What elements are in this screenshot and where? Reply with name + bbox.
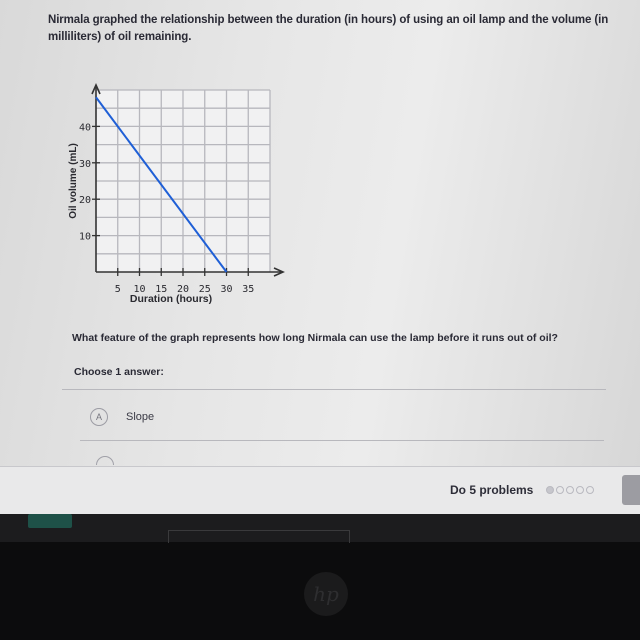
x-tick-label: 30 (220, 284, 233, 295)
option-label-a: Slope (126, 411, 155, 423)
divider (62, 389, 606, 390)
x-tick-label: 15 (155, 284, 168, 295)
y-tick-label: 10 (78, 231, 91, 243)
hp-logo-icon: hp (304, 572, 348, 616)
y-tick-label: 20 (78, 195, 91, 207)
x-tick-label: 10 (133, 284, 146, 295)
x-tick-label: 25 (198, 284, 211, 295)
divider (80, 440, 604, 441)
check-button[interactable] (622, 475, 640, 505)
footer-bar (0, 466, 640, 515)
progress-dot (546, 486, 554, 494)
reflection-box (168, 530, 350, 543)
option-marker-a[interactable]: A (90, 408, 108, 426)
progress-dot (586, 486, 594, 494)
progress-dot (556, 486, 564, 494)
x-tick-label: 20 (176, 284, 190, 295)
question-prompt: What feature of the graph represents how long Nirmala can use the lamp before it runs out of oil? (72, 332, 558, 344)
x-tick-label: 5 (114, 284, 121, 295)
question-text: Nirmala graphed the relationship between the duration (in hours) of using an oil lamp and the volume (in milliliters) of oil remaining. (48, 14, 609, 43)
x-axis-title: Duration (hours) (129, 293, 213, 305)
do-problems-label: Do 5 problems (450, 483, 534, 497)
y-axis-title: Oil volume (mL) (68, 143, 79, 219)
x-tick-label: 35 (242, 284, 255, 295)
progress-dot (566, 486, 574, 494)
progress-dot (576, 486, 584, 494)
y-tick-label: 40 (78, 122, 91, 134)
choose-label: Choose 1 answer: (74, 366, 164, 378)
y-tick-label: 30 (78, 158, 91, 170)
answer-option-a[interactable] (90, 406, 490, 428)
reflection-button (28, 514, 72, 528)
progress-dots (546, 486, 594, 494)
